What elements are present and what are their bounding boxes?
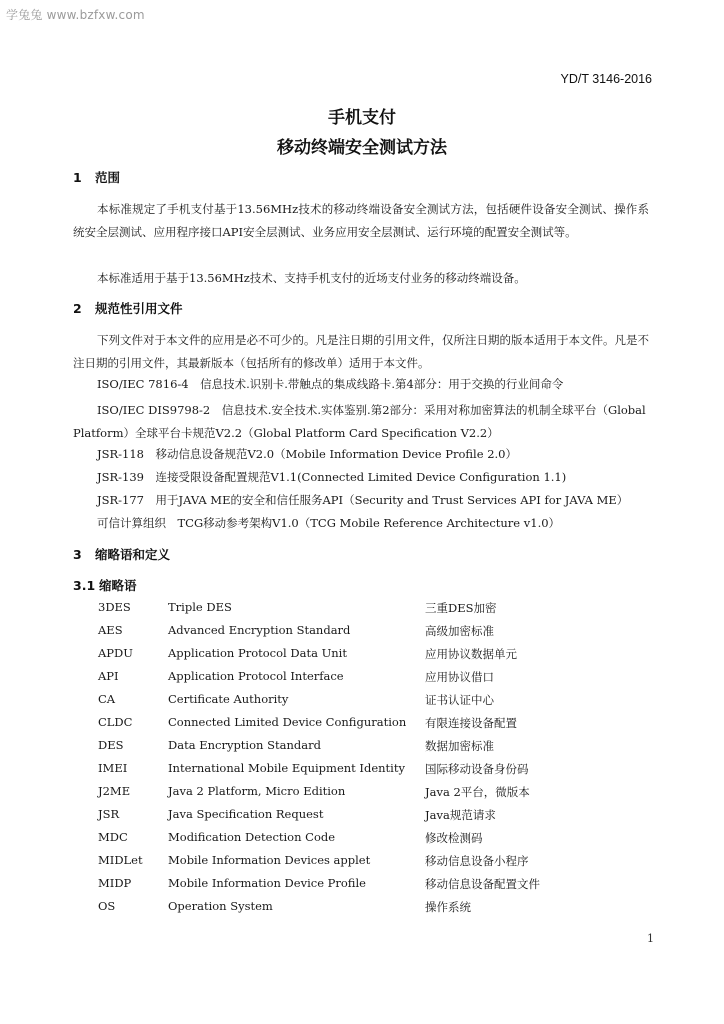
abbreviation: OS [98,899,116,913]
chinese-term: 数据加密标准 [425,739,494,753]
section-2-heading [73,299,183,317]
section-number: 1 [73,170,82,185]
chinese-term: 三重DES加密 [425,601,497,615]
abbreviation: APDU [98,646,133,660]
chinese-term: Java规范请求 [425,808,496,822]
abbreviation: MIDLet [98,853,143,867]
table-row [0,623,724,646]
table-row [0,876,724,899]
document-title-line2: 移动终端安全测试方法 [277,138,447,158]
english-term: Operation System [168,899,273,913]
section-title: 规范性引用文件 [95,301,183,316]
table-row [0,692,724,715]
english-term: International Mobile Equipment Identity [168,761,405,775]
abbreviation: API [98,669,119,683]
section-1-paragraph-2: 本标准适用于基于13.56MHz技术、支持手机支付的近场支付业务的移动终端设备。 [97,271,526,285]
section-3-heading [73,545,170,563]
reference-item: ISO/IEC 7816-4 信息技术.识别卡.带触点的集成线路卡.第4部分：用于交换的行业间命令 [97,377,564,391]
section-1-heading [73,168,120,186]
section-number: 3 [73,547,82,562]
section-2-intro: 下列文件对于本文件的应用是必不可少的。凡是注日期的引用文件，仅所注日期的版本适用于本文件。凡是不注日期的引用文件，其最新版本（包括所有的修改单）适用于本文件。 [73,333,649,370]
table-row [0,715,724,738]
chinese-term: 修改检测码 [425,831,483,845]
table-row [0,646,724,669]
chinese-term: 应用协议数据单元 [425,647,517,661]
abbreviation: CLDC [98,715,133,729]
section-1-paragraph-1: 本标准规定了手机支付基于13.56MHz技术的移动终端设备安全测试方法，包括硬件设备安全测试、操作系统安全层测试、应用程序接口API安全层测试、业务应用安全层测试、运行环境的配置安全测试等。 [73,202,649,239]
table-row [0,899,724,922]
english-term: Mobile Information Device Profile [168,876,366,890]
chinese-term: Java 2平台，微版本 [425,785,530,799]
table-row [0,600,724,623]
english-term: Certificate Authority [168,692,289,706]
section-3-1-heading [73,576,137,594]
table-row [0,784,724,807]
chinese-term: 移动信息设备小程序 [425,854,529,868]
english-term: Data Encryption Standard [168,738,321,752]
table-row [0,853,724,876]
english-term: Triple DES [168,600,232,614]
abbreviation: MIDP [98,876,132,890]
chinese-term: 有限连接设备配置 [425,716,517,730]
english-term: Mobile Information Devices applet [168,853,371,867]
reference-item: JSR-118 移动信息设备规范V2.0（Mobile Information Device Profile 2.0） [97,447,517,461]
english-term: Application Protocol Interface [168,669,344,683]
english-term: Java Specification Request [168,807,324,821]
section-number: 2 [73,301,82,316]
abbreviation: DES [98,738,124,752]
reference-item: JSR-139 连接受限设备配置规范V1.1(Connected Limited Device Configuration 1.1) [97,470,567,484]
english-term: Application Protocol Data Unit [168,646,347,660]
english-term: Advanced Encryption Standard [168,623,351,637]
chinese-term: 证书认证中心 [425,693,494,707]
abbreviation: 3DES [98,600,131,614]
english-term: Connected Limited Device Configuration [168,715,407,729]
section-number: 3.1 [73,578,96,593]
abbreviation: JSR [98,807,120,821]
section-title: 缩略语 [99,578,137,593]
table-row [0,807,724,830]
chinese-term: 国际移动设备身份码 [425,762,529,776]
document-number: YD/T 3146-2016 [560,72,652,86]
watermark: 学兔兔 www.bzfxw.com [6,8,145,22]
chinese-term: 应用协议借口 [425,670,494,684]
table-row [0,830,724,853]
table-row [0,738,724,761]
abbreviation: MDC [98,830,128,844]
reference-item: 可信计算组织 TCG移动参考架构V1.0（TCG Mobile Reference Architecture v1.0） [97,516,561,530]
abbreviation: CA [98,692,116,706]
abbreviation: J2ME [98,784,131,798]
section-title: 范围 [95,170,121,185]
english-term: Modification Detection Code [168,830,336,844]
reference-item: ISO/IEC DIS9798-2 信息技术.安全技术.实体鉴别.第2部分：采用对称加密算法的机制全球平台（Global Platform）全球平台卡规范V2.2（Global Platform Card Specification V2.2） [73,403,646,440]
table-row [0,669,724,692]
reference-item: JSR-177 用于JAVA ME的安全和信任服务API（Security and Trust Services API for JAVA ME） [97,493,629,507]
chinese-term: 高级加密标准 [425,624,494,638]
document-title-line1: 手机支付 [328,108,396,128]
abbreviation: AES [98,623,123,637]
abbreviation: IMEI [98,761,128,775]
page-number: 1 [647,932,654,945]
table-row [0,761,724,784]
english-term: Java 2 Platform, Micro Edition [168,784,346,798]
chinese-term: 操作系统 [425,900,471,914]
chinese-term: 移动信息设备配置文件 [425,877,540,891]
section-title: 缩略语和定义 [95,547,171,562]
